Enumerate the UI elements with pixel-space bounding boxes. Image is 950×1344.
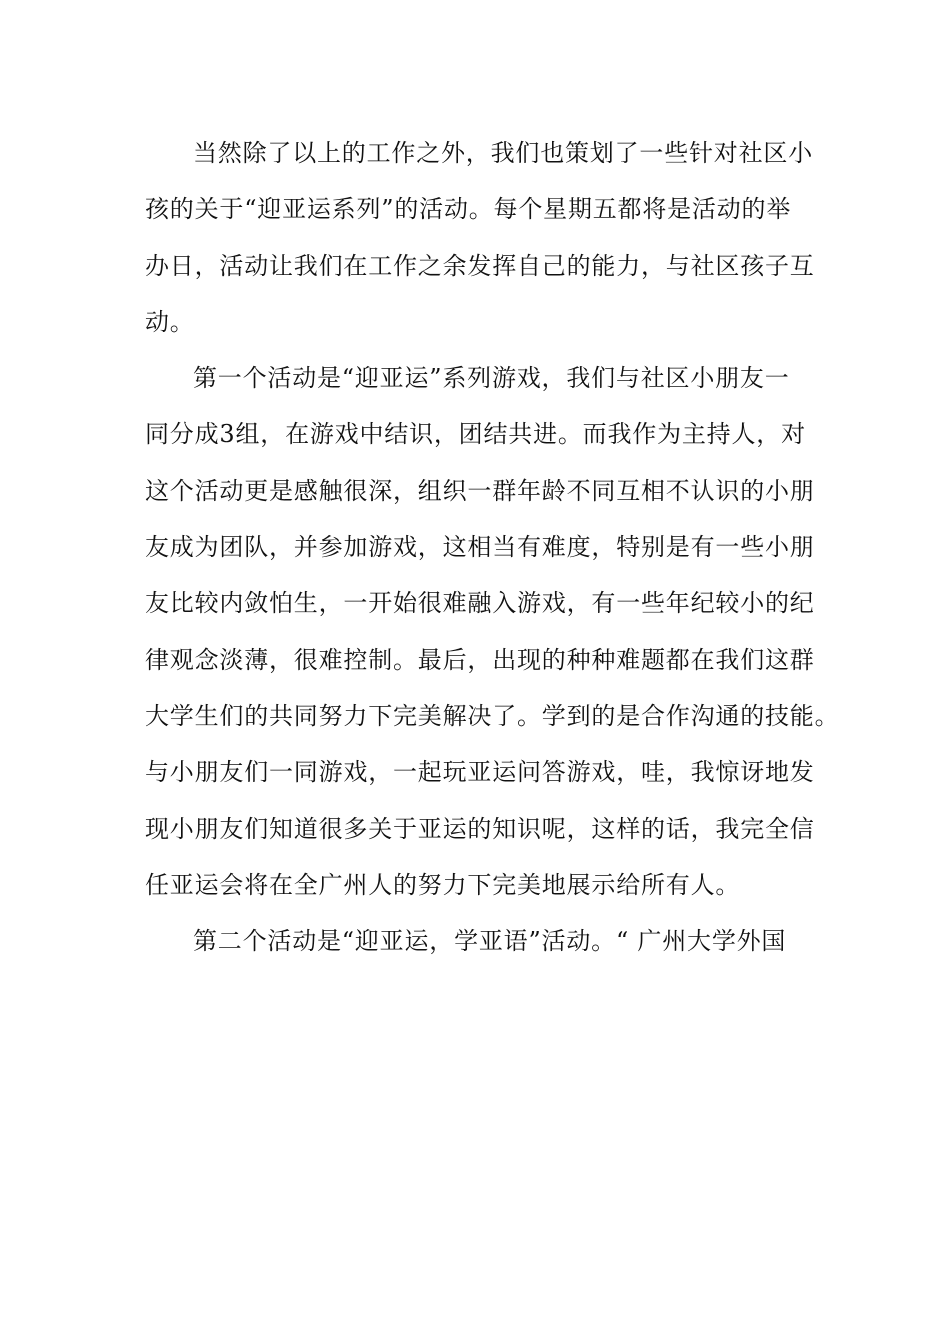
- paragraph-2-line-8: 与小朋友们一同游戏，一起玩亚运问答游戏，哇，我惊讶地发: [145, 758, 815, 787]
- paragraph-2-line-1: 第一个活动是“迎亚运”系列游戏，我们与社区小朋友一: [193, 364, 790, 393]
- body-text: [145, 128, 840, 972]
- paragraph-3-line-1: 第二个活动是“迎亚运，学亚语”活动。“ 广州大学外国: [193, 927, 787, 956]
- paragraph-1-line-2: 孩的关于“迎亚运系列”的活动。每个星期五都将是活动的举: [145, 195, 792, 224]
- paragraph-2-line-3: 这个活动更是感触很深，组织一群年龄不同互相不认识的小朋: [145, 476, 815, 505]
- paragraph-2-line-9: 现小朋友们知道很多关于亚运的知识呢，这样的话，我完全信: [145, 814, 815, 843]
- paragraph-2-line-6: 律观念淡薄，很难控制。最后，出现的种种难题都在我们这群: [145, 645, 815, 674]
- paragraph-2-line-10: 任亚运会将在全广州人的努力下完美地展示给所有人。: [145, 870, 741, 899]
- paragraph-2-line-2: 同分成3组，在游戏中结识，团结共进。而我作为主持人，对: [145, 420, 806, 449]
- paragraph-1-line-1: 当然除了以上的工作之外，我们也策划了一些针对社区小: [193, 139, 813, 167]
- paragraph-2-line-7: 大学生们的共同努力下完美解决了。学到的是合作沟通的技能。: [145, 701, 840, 730]
- paragraph-2-line-5: 友比较内敛怕生，一开始很难融入游戏，有一些年纪较小的纪: [145, 589, 815, 618]
- paragraph-1-line-3: 办日，活动让我们在工作之余发挥自己的能力，与社区孩子互: [145, 251, 815, 280]
- paragraph-2-line-4: 友成为团队，并参加游戏，这相当有难度，特别是有一些小朋: [145, 533, 815, 562]
- paragraph-1-line-4: 动。: [145, 307, 195, 336]
